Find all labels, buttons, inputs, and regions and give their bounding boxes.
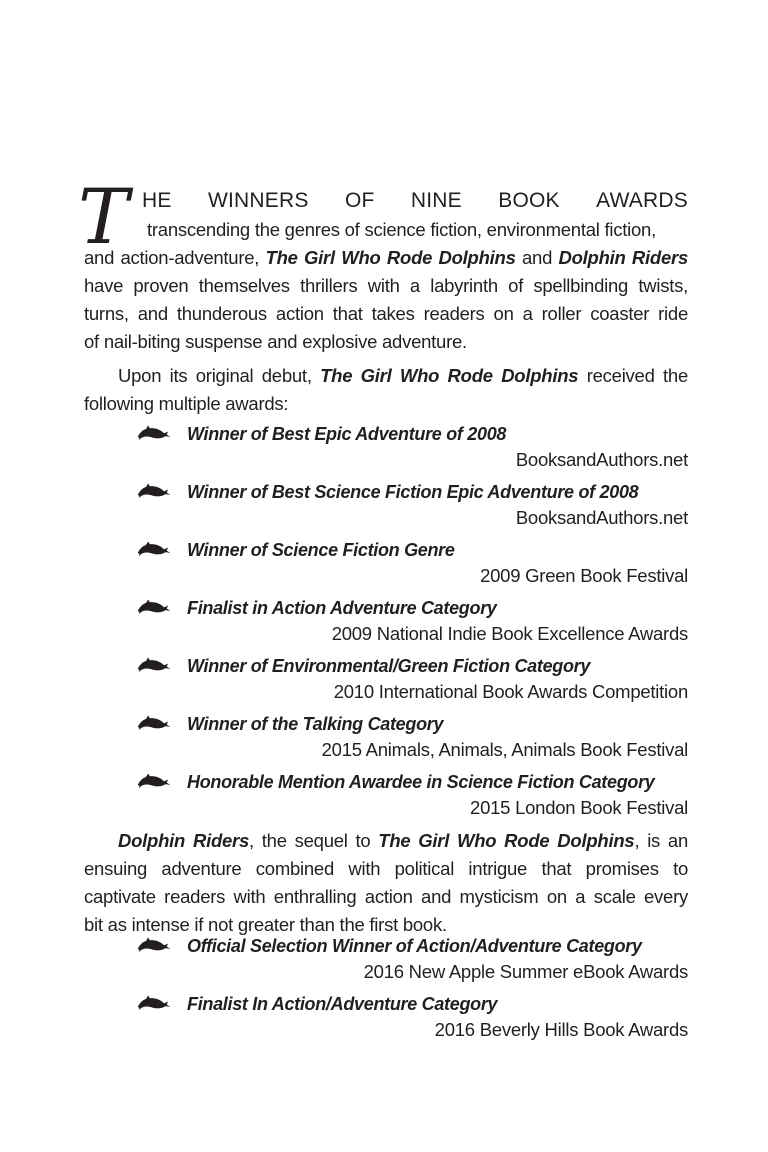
debut-paragraph: [84, 362, 688, 418]
text-line: and action-adventure, The Girl Who Rode Dolphins and Dolphin Riders: [84, 247, 688, 268]
dolphin-icon: [137, 424, 171, 444]
award-title-row: [84, 479, 688, 505]
dolphin-icon: [137, 482, 171, 502]
award-title-row: [84, 537, 688, 563]
award-title: Official Selection Winner of Action/Adventure Category: [187, 936, 642, 956]
award-source: 2010 International Book Awards Competition: [333, 681, 688, 702]
intro-paragraph: [84, 244, 688, 356]
award-list-item: [84, 933, 688, 985]
award-title-row: [84, 653, 688, 679]
page-title: [142, 186, 688, 216]
text-line: Dolphin Riders, the sequel to The Girl Who Rode Dolphins, is an: [118, 830, 688, 851]
dolphin-icon: [137, 540, 171, 560]
title-word: NINE: [410, 189, 462, 212]
text-line: ensuing adventure combined with political intrigue that promises to: [84, 858, 688, 879]
title-word: HE: [142, 189, 172, 212]
title-word: OF: [344, 189, 375, 212]
dolphin-icon: [137, 714, 171, 734]
award-title: Winner of Environmental/Green Fiction Category: [187, 656, 591, 676]
page-content: [78, 172, 688, 1049]
dolphin-icon: [137, 936, 171, 956]
award-source: 2009 Green Book Festival: [480, 565, 688, 586]
award-title-row: [84, 711, 688, 737]
award-source: 2016 Beverly Hills Book Awards: [434, 1019, 688, 1040]
dolphin-icon: [137, 994, 171, 1014]
award-source: BooksandAuthors.net: [515, 449, 688, 470]
award-source: 2016 New Apple Summer eBook Awards: [363, 961, 688, 982]
title-word: BOOK: [498, 189, 560, 212]
award-title: Winner of Best Epic Adventure of 2008: [187, 424, 507, 444]
award-title: Finalist in Action Adventure Category: [187, 598, 497, 618]
award-source: 2009 National Indie Book Excellence Awards: [331, 623, 688, 644]
text-line: of nail-biting suspense and explosive adventure.: [84, 331, 467, 352]
text-line: have proven themselves thrillers with a labyrinth of spellbinding twists,: [84, 275, 688, 296]
award-list-item: [84, 653, 688, 705]
awards-list-book2: [84, 933, 688, 1043]
dolphin-icon: [137, 656, 171, 676]
awards-list-book1: [84, 421, 688, 821]
title-word: WINNERS: [207, 189, 309, 212]
dropcap-letter: T: [78, 172, 129, 261]
award-list-item: [84, 769, 688, 821]
award-list-item: [84, 991, 688, 1043]
sequel-paragraph: [84, 827, 688, 939]
award-title: Winner of Best Science Fiction Epic Adventure of 2008: [187, 482, 639, 502]
award-title-row: [84, 769, 688, 795]
award-list-item: [84, 421, 688, 473]
text-line: turns, and thunderous action that takes readers on a roller coaster ride: [84, 303, 688, 324]
award-list-item: [84, 595, 688, 647]
award-list-item: [84, 479, 688, 531]
award-source: 2015 London Book Festival: [470, 797, 688, 818]
intro-paragraph-undercap: [147, 216, 688, 244]
text-line: bit as intense if not greater than the first book.: [84, 914, 447, 935]
dolphin-icon: [137, 598, 171, 618]
text-line: Upon its original debut, The Girl Who Rode Dolphins received the: [118, 365, 688, 386]
award-title: Honorable Mention Awardee in Science Fiction Category: [187, 772, 655, 792]
text-line: captivate readers with enthralling action and mysticism on a scale every: [84, 886, 688, 907]
award-title: Winner of Science Fiction Genre: [187, 540, 455, 560]
text-line: transcending the genres of science fiction, environmental fiction,: [147, 219, 656, 240]
award-title-row: [84, 595, 688, 621]
title-word: AWARDS: [596, 189, 688, 212]
award-title: Finalist In Action/Adventure Category: [187, 994, 498, 1014]
award-source: 2015 Animals, Animals, Animals Book Festival: [321, 739, 688, 760]
award-title-row: [84, 421, 688, 447]
award-list-item: [84, 537, 688, 589]
award-source: BooksandAuthors.net: [515, 507, 688, 528]
dolphin-icon: [137, 772, 171, 792]
text-line: following multiple awards:: [84, 393, 289, 414]
award-list-item: [84, 711, 688, 763]
award-title: Winner of the Talking Category: [187, 714, 444, 734]
award-title-row: [84, 991, 688, 1017]
